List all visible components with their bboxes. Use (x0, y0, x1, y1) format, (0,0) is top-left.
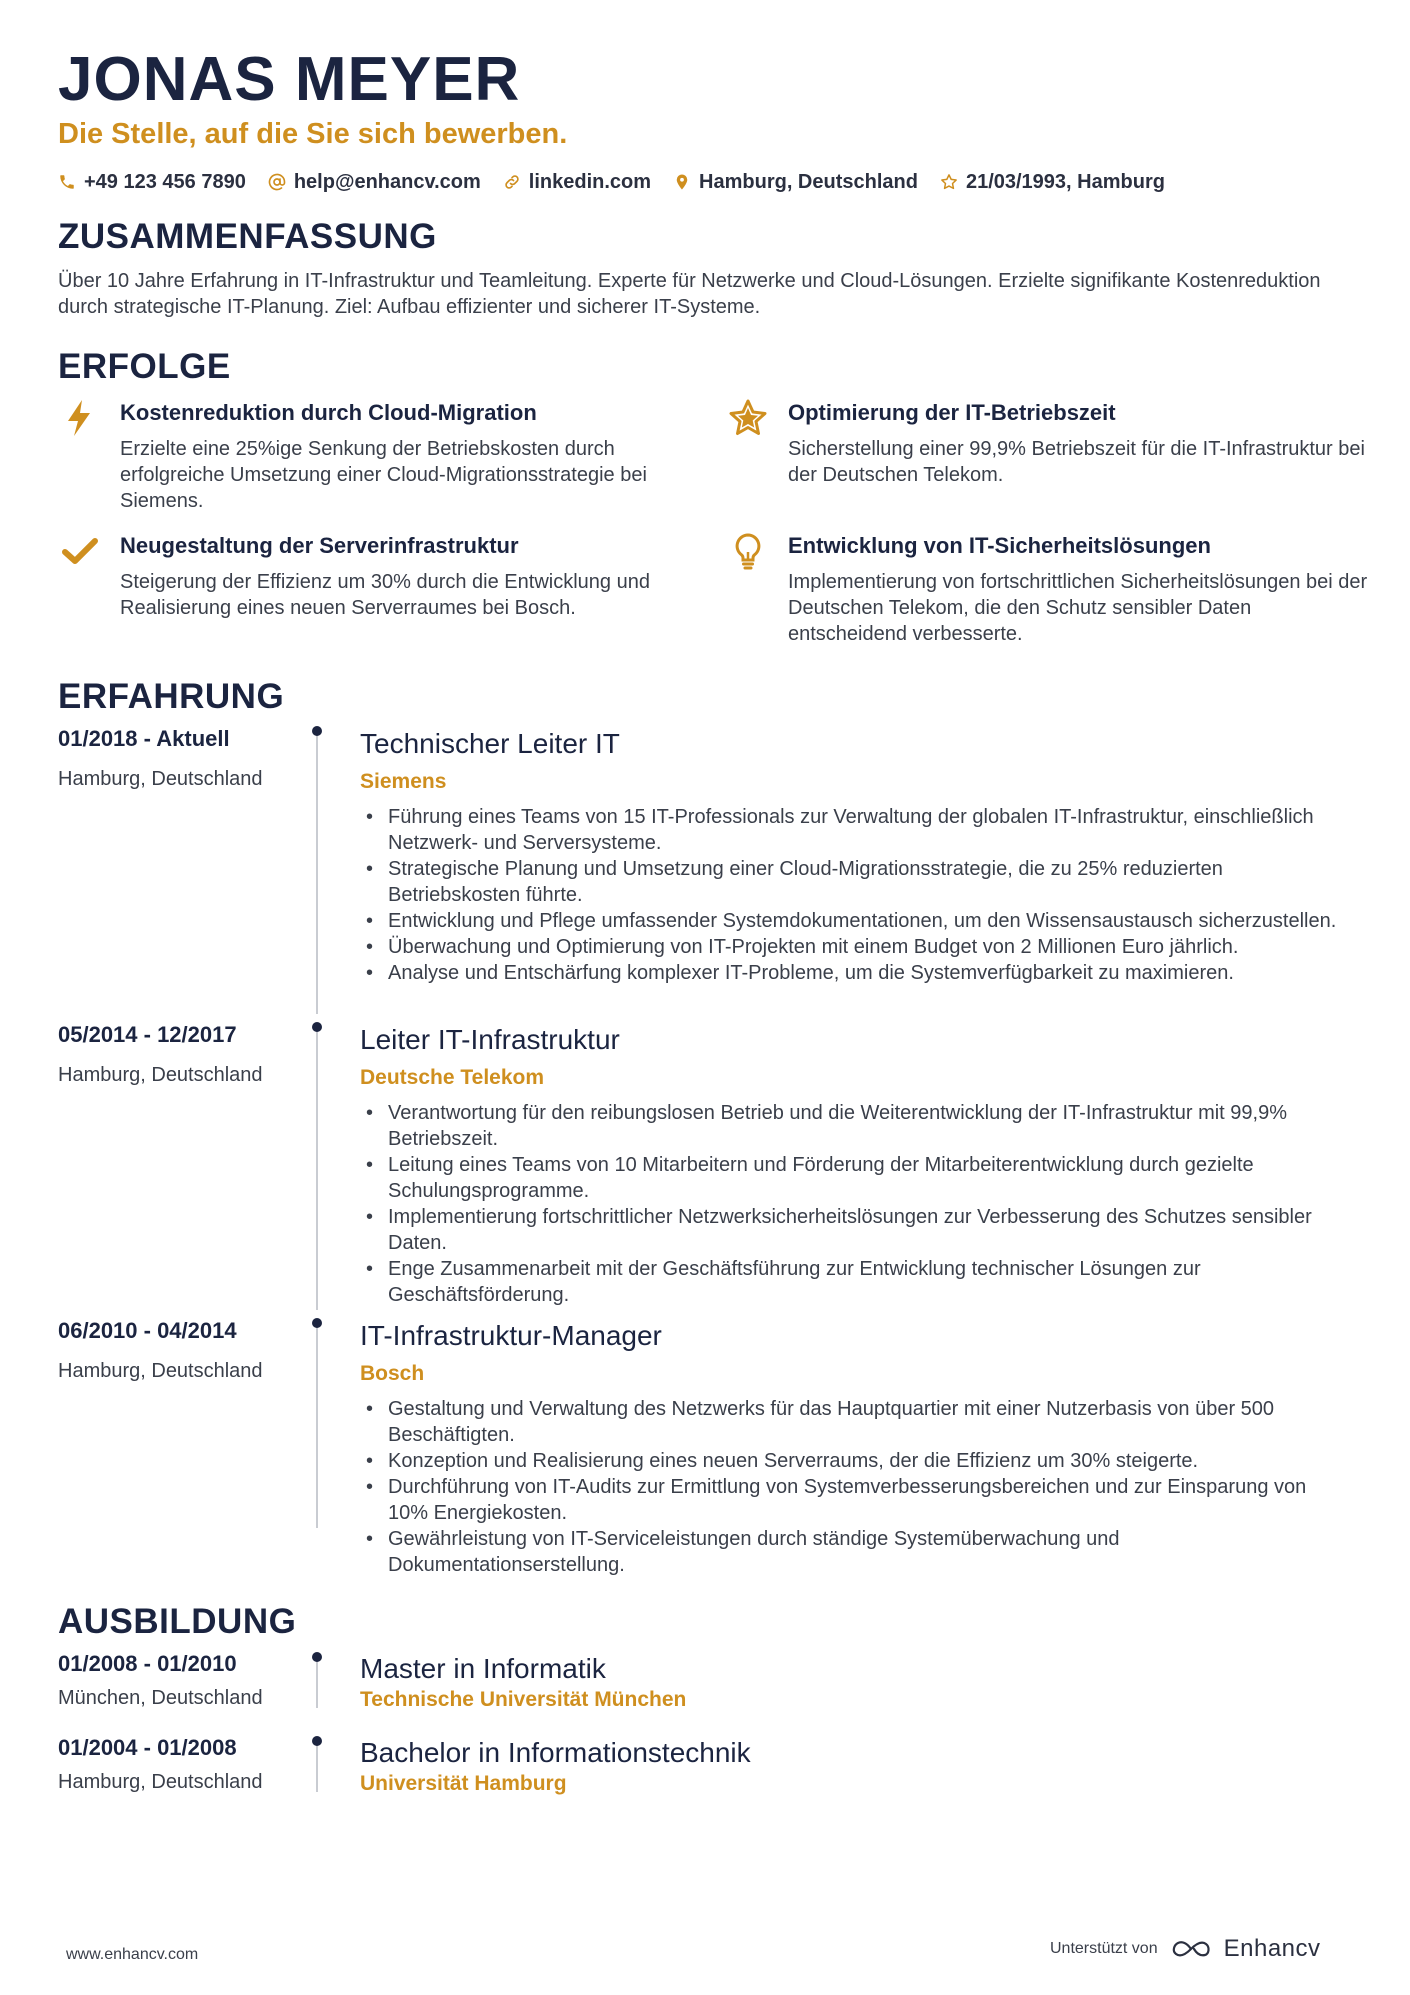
timeline-dot (312, 1022, 322, 1032)
job-bullets (360, 1100, 1350, 1308)
job-role: IT-Infrastruktur-Manager (360, 1320, 662, 1351)
edu-location: Hamburg, Deutschland (58, 1771, 263, 1793)
timeline-line (316, 730, 318, 1014)
job-role: Leiter IT-Infrastruktur (360, 1024, 620, 1055)
phone-icon (58, 173, 76, 191)
powered-by-label: Unterstützt von (1050, 1940, 1158, 1957)
job-bullet: • Strategische Planung und Umsetzung einer Cloud-Migrationsstrategie, die zu 25% reduzierten Betriebskosten führte. (360, 856, 1350, 908)
target-job-title: Die Stelle, auf die Sie sich bewerben. (58, 118, 568, 150)
edu-dates: 01/2004 - 01/2008 (58, 1735, 237, 1760)
star-icon (728, 398, 768, 438)
job-bullet: • Gewährleistung von IT-Serviceleistungen durch ständige Systemüberwachung und Dokumentationserstellung. (360, 1526, 1350, 1578)
at-icon (268, 173, 286, 191)
job-location: Hamburg, Deutschland (58, 768, 263, 790)
job-location: Hamburg, Deutschland (58, 1064, 263, 1086)
summary-heading: ZUSAMMENFASSUNG (58, 217, 437, 256)
summary-text: Über 10 Jahre Erfahrung in IT-Infrastruktur und Teamleitung. Experte für Netzwerke und Cloud-Lösungen. Erzielte signifikante Kostenreduktion durch strategische IT-Planung. Ziel: Aufbau effizienter und sicherer IT-Systeme. (58, 270, 1321, 318)
job-company: Siemens (360, 770, 447, 793)
achievements-heading: ERFOLGE (58, 347, 231, 386)
contact-location (673, 171, 918, 194)
contact-linkedin[interactable] (503, 171, 651, 194)
job-location: Hamburg, Deutschland (58, 1360, 263, 1382)
footer-branding[interactable] (1050, 1935, 1321, 1963)
timeline-dot (312, 726, 322, 736)
lightbulb-icon (728, 531, 768, 571)
edu-degree: Bachelor in Informationstechnik (360, 1737, 751, 1768)
lightning-bolt-icon (60, 398, 100, 438)
achievement-title: Entwicklung von IT-Sicherheitslösungen (788, 533, 1211, 558)
job-role: Technischer Leiter IT (360, 728, 620, 759)
contact-phone-text: +49 123 456 7890 (84, 170, 246, 193)
job-bullet: • Durchführung von IT-Audits zur Ermittlung von Systemverbesserungsbereichen und zur Einsparung von 10% Energiekosten. (360, 1474, 1350, 1526)
contact-birth (940, 171, 1165, 194)
job-bullet: • Leitung eines Teams von 10 Mitarbeitern und Förderung der Mitarbeiterentwicklung durch gezielte Schulungsprogramme. (360, 1152, 1350, 1204)
contact-location-text: Hamburg, Deutschland (699, 170, 918, 193)
achievement-title: Kostenreduktion durch Cloud-Migration (120, 400, 537, 425)
edu-location: München, Deutschland (58, 1687, 263, 1709)
job-company: Deutsche Telekom (360, 1066, 545, 1089)
achievement-title: Neugestaltung der Serverinfrastruktur (120, 533, 519, 558)
job-bullet: • Führung eines Teams von 15 IT-Professionals zur Verwaltung der globalen IT-Infrastruktur, einschließlich Netzwerk- und Serversysteme. (360, 804, 1350, 856)
edu-degree: Master in Informatik (360, 1653, 606, 1684)
timeline-line (316, 1026, 318, 1310)
candidate-name: JONAS MEYER (58, 45, 521, 114)
contact-bar (58, 168, 1165, 196)
experience-heading: ERFAHRUNG (58, 677, 285, 716)
contact-email[interactable] (268, 171, 481, 194)
timeline-line (316, 1322, 318, 1528)
job-bullet: • Entwicklung und Pflege umfassender Systemdokumentationen, um den Wissensaustausch sicherzustellen. (360, 908, 1350, 934)
job-bullet: • Verantwortung für den reibungslosen Betrieb und die Weiterentwicklung der IT-Infrastruktur mit 99,9% Betriebszeit. (360, 1100, 1350, 1152)
job-bullet: • Analyse und Entschärfung komplexer IT-Probleme, um die Systemverfügbarkeit zu maximieren. (360, 960, 1350, 986)
achievement-title: Optimierung der IT-Betriebszeit (788, 400, 1116, 425)
job-bullet: • Gestaltung und Verwaltung des Netzwerks für das Hauptquartier mit einer Nutzerbasis von über 500 Beschäftigten. (360, 1396, 1350, 1448)
achievement-desc: Steigerung der Effizienz um 30% durch die Entwicklung und Realisierung eines neuen Serverraumes bei Bosch. (120, 571, 650, 619)
footer-website[interactable]: www.enhancv.com (66, 1946, 199, 1963)
job-bullet: • Überwachung und Optimierung von IT-Projekten mit einem Budget von 2 Millionen Euro jährlich. (360, 934, 1350, 960)
job-company: Bosch (360, 1362, 425, 1385)
edu-school: Universität Hamburg (360, 1772, 567, 1795)
contact-linkedin-text: linkedin.com (528, 170, 652, 193)
edu-school: Technische Universität München (360, 1688, 687, 1711)
job-bullet: • Implementierung fortschrittlicher Netzwerksicherheitslösungen zur Verbesserung des Schutzes sensibler Daten. (360, 1204, 1350, 1256)
enhancv-logo-icon (1168, 1937, 1214, 1961)
contact-email-text: help@enhancv.com (293, 170, 481, 193)
checkmark-icon (60, 531, 100, 571)
link-icon (503, 173, 521, 191)
job-dates: 06/2010 - 04/2014 (58, 1318, 237, 1343)
job-bullets (360, 1396, 1350, 1578)
contact-phone[interactable] (58, 171, 246, 194)
location-pin-icon (673, 173, 691, 191)
star-icon (940, 173, 958, 191)
enhancv-brand: Enhancv (1223, 1935, 1321, 1962)
timeline-line (316, 1740, 318, 1792)
timeline-dot (312, 1736, 322, 1746)
achievement-desc: Implementierung von fortschrittlichen Sicherheitslösungen bei der Deutschen Telekom, die den Schutz sensibler Daten entscheidend verbesserte. (788, 571, 1368, 645)
job-bullets (360, 804, 1350, 986)
achievement-desc: Erzielte eine 25%ige Senkung der Betriebskosten durch erfolgreiche Umsetzung einer Cloud-Migrationsstrategie bei Siemens. (120, 438, 647, 512)
job-bullet: • Konzeption und Realisierung eines neuen Serverraums, der die Effizienz um 30% steigerte. (360, 1448, 1350, 1474)
timeline-line (316, 1656, 318, 1708)
job-dates: 01/2018 - Aktuell (58, 726, 230, 751)
achievement-desc: Sicherstellung einer 99,9% Betriebszeit für die IT-Infrastruktur bei der Deutschen Telekom. (788, 438, 1365, 486)
job-bullet: • Enge Zusammenarbeit mit der Geschäftsführung zur Entwicklung technischer Lösungen zur Geschäftsförderung. (360, 1256, 1350, 1308)
timeline-dot (312, 1318, 322, 1328)
job-dates: 05/2014 - 12/2017 (58, 1022, 237, 1047)
timeline-dot (312, 1652, 322, 1662)
contact-birth-text: 21/03/1993, Hamburg (965, 170, 1165, 193)
edu-dates: 01/2008 - 01/2010 (58, 1651, 237, 1676)
education-heading: AUSBILDUNG (58, 1602, 297, 1641)
